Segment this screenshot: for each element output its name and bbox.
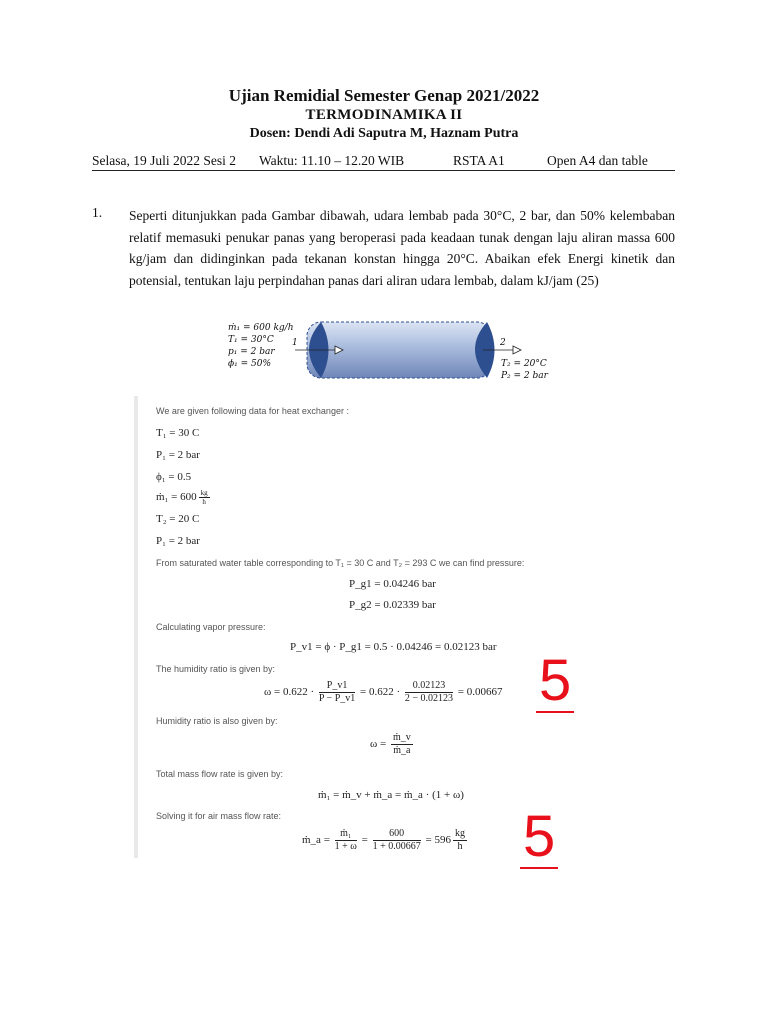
grade-mark-1-underline	[536, 711, 574, 713]
lecturer-line: Dosen: Dendi Adi Saputra M, Haznam Putra	[249, 126, 519, 141]
air-frac1-den: 1 + ω	[334, 841, 357, 852]
humidity-frac2-num: 0.02123	[405, 680, 453, 693]
given-mass-flow-unit-num: kg	[200, 489, 208, 497]
humidity-ratio-label: The humidity ratio is given by:	[156, 664, 276, 674]
total-mass-flow-equation: ṁ₁ = ṁ_v + ṁ_a = ṁ_a · (1 + ω)	[318, 789, 464, 801]
outlet-temperature-label: T₂ = 20°C	[501, 359, 547, 369]
exam-title: Ujian Remidial Semester Genap 2021/2022	[228, 86, 540, 105]
state-2-label: 2	[500, 338, 506, 348]
heat-exchanger-figure	[225, 318, 550, 386]
air-mass-flow-equation	[302, 828, 469, 853]
air-eq-right: = 596	[425, 834, 451, 847]
pg1-equation: P_g1 = 0.04246 bar	[349, 578, 436, 590]
inlet-pressure-label: p₁ = 2 bar	[228, 347, 275, 357]
humidity-frac1-den: P − P_v1	[318, 693, 356, 704]
given-p2: P₁ = 2 bar	[156, 535, 200, 547]
inlet-mass-flow-label: ṁ₁ = 600 kg/h	[228, 323, 294, 333]
vapor-pressure-label: Calculating vapor pressure:	[156, 622, 266, 632]
humidity-eq-mid: = 0.622 ·	[360, 686, 401, 699]
given-t1: T₁ = 30 C	[156, 427, 200, 439]
humidity-frac1-num: P_v1	[319, 680, 355, 693]
air-unit-den: h	[457, 841, 463, 852]
given-p1: P₁ = 2 bar	[156, 449, 200, 461]
air-unit-num: kg	[454, 828, 465, 839]
outlet-pressure-label: P₂ = 2 bar	[501, 371, 548, 381]
air-mass-flow-label: Solving it for air mass flow rate:	[156, 811, 282, 821]
humidity-ratio-alt-equation	[370, 732, 415, 757]
header-divider	[92, 170, 675, 171]
total-mass-flow-label: Total mass flow rate is given by:	[156, 769, 284, 779]
exam-room: RSTA A1	[453, 153, 505, 168]
grade-mark-2: 5	[523, 804, 556, 869]
exam-time: Waktu: 11.10 – 12.20 WIB	[259, 153, 405, 168]
pg2-equation: P_g2 = 0.02339 bar	[349, 599, 436, 611]
exam-date: Selasa, 19 Juli 2022 Sesi 2	[92, 153, 236, 168]
outlet-arrowhead	[513, 346, 521, 354]
solution-intro: We are given following data for heat exchanger :	[156, 406, 349, 416]
humidity2-left: ω =	[370, 738, 387, 751]
humidity2-den: ṁ_a	[393, 745, 411, 756]
inlet-temperature-label: T₁ = 30°C	[228, 335, 274, 345]
humidity2-num: ṁ_v	[392, 732, 411, 743]
given-mass-flow	[156, 489, 212, 506]
solution-screenshot	[134, 396, 568, 858]
humidity-eq-right: = 0.00667	[457, 686, 503, 699]
grade-mark-2-underline	[520, 867, 558, 869]
humidity-frac2-den: 2 − 0.02123	[404, 693, 454, 704]
air-eq-left: ṁ_a =	[302, 834, 330, 847]
table-lookup-text: From saturated water table corresponding to T₁ = 30 C and T₂ = 293 C we can find pressure:	[156, 558, 525, 568]
given-mass-flow-unit-den: h	[202, 498, 206, 506]
inlet-humidity-label: ϕ₁ = 50%	[228, 359, 272, 369]
given-phi1: ϕ₁ = 0.5	[156, 471, 192, 483]
question-number: 1.	[92, 205, 103, 220]
humidity-ratio-equation	[264, 680, 503, 705]
air-frac2-den: 1 + 0.00667	[372, 841, 421, 852]
air-frac1-num: ṁ₁	[335, 828, 357, 841]
given-mass-flow-value: ṁ₁ = 600	[156, 491, 197, 504]
question-text: Seperti ditunjukkan pada Gambar dibawah, udara lembab pada 30°C, 2 bar, dan 50% kelembaban relatif memasuki penukar panas yang beroperasi pada keadaan tunak dengan laju aliran massa 600 kg/jam dan didinginkan pada tekanan konstan hingga 20°C. Abaikan efek Energi kinetik dan potensial, tentukan laju perpindahan panas dari aliran udara lembab, dalam kJ/jam (25)	[129, 208, 675, 288]
grade-mark-1: 5	[539, 648, 572, 713]
humidity-ratio-alt-label: Humidity ratio is also given by:	[156, 716, 278, 726]
humidity-eq-left: ω = 0.622 ·	[264, 686, 315, 699]
given-t2: T₂ = 20 C	[156, 513, 200, 525]
air-frac2-num: 600	[373, 828, 421, 841]
state-1-label: 1	[292, 338, 298, 348]
course-name: TERMODINAMIKA II	[305, 107, 463, 123]
air-eq-mid: =	[361, 834, 368, 847]
exam-mode: Open A4 dan table	[547, 153, 648, 168]
vapor-pressure-equation: P_v1 = ϕ · P_g1 = 0.5 · 0.04246 = 0.02123 bar	[290, 641, 497, 653]
